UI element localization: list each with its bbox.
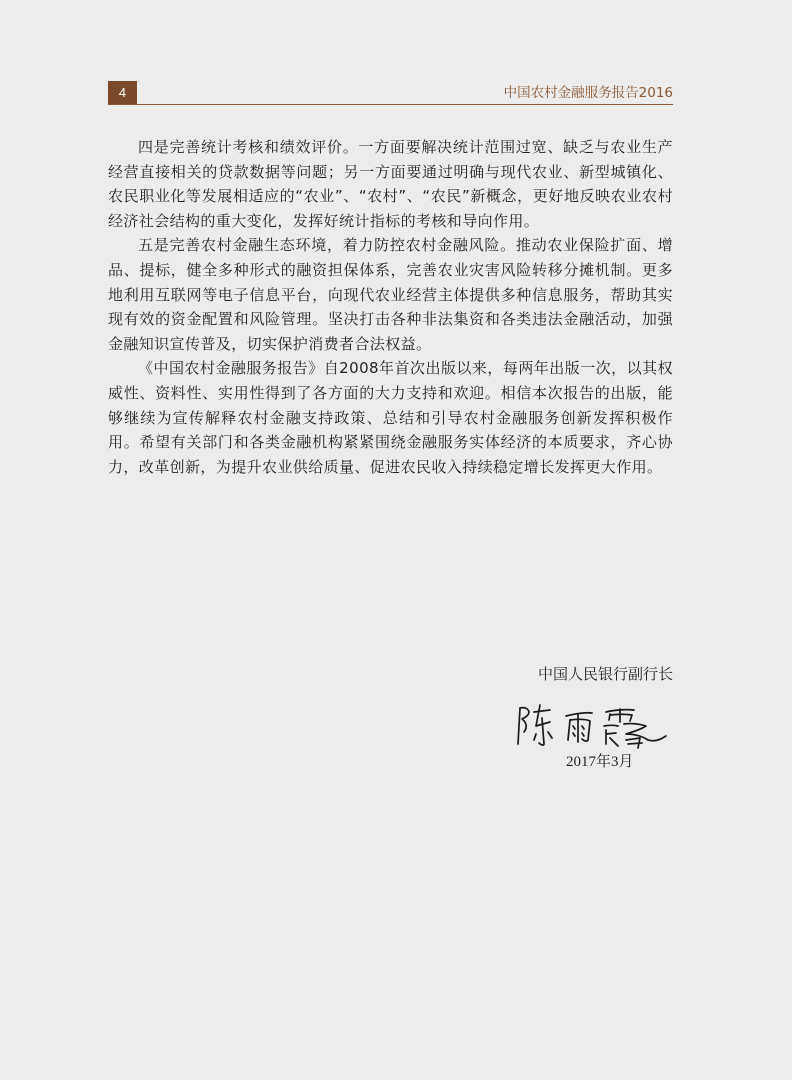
signature-date: 2017年3月 [566, 754, 634, 770]
signatory-title: 中国人民银行副行长 [537, 665, 673, 683]
paragraph-report-publication: 《中国农村金融服务报告》自2008年首次出版以来，每两年出版一次，以其权威性、资料性、实用性得到了各方面的大力支持和欢迎。相信本次报告的出版，能够继续为宣传解释农村金融支持政策、总结和引导农村金融服务创新发挥积极作用。希望有关部门和各类金融机构紧紧围绕金融服务实体经济的本质要求，齐心协力，改革创新，为提升农业供给质量、促进农民收入持续稳定增长发挥更大作用。 [108, 359, 673, 476]
running-header-title: 中国农村金融服务报告2016 [503, 85, 673, 101]
body-text [108, 135, 673, 479]
paragraph-financial-ecosystem: 五是完善农村金融生态环境，着力防控农村金融风险。推动农业保险扩面、增品、提标，健全多种形式的融资担保体系，完善农业灾害风险转移分摊机制。更多地利用互联网等电子信息平台，向现代农业经营主体提供多种信息服务，帮助其实现有效的资金配置和风险管理。坚决打击各种非法集资和各类违法金融活动，加强金融知识宣传普及，切实保护消费者合法权益。 [108, 236, 673, 353]
header-rule [108, 104, 673, 105]
handwritten-signature [514, 700, 674, 754]
page-number: 4 [108, 81, 137, 105]
paragraph-statistics-evaluation: 四是完善统计考核和绩效评价。一方面要解决统计范围过宽、缺乏与农业生产经营直接相关的贷款数据等问题；另一方面要通过明确与现代农业、新型城镇化、农民职业化等发展相适应的“农业”、“农村”、“农民”新概念，更好地反映农业农村经济社会结构的重大变化，发挥好统计指标的考核和导向作用。 [108, 138, 673, 230]
